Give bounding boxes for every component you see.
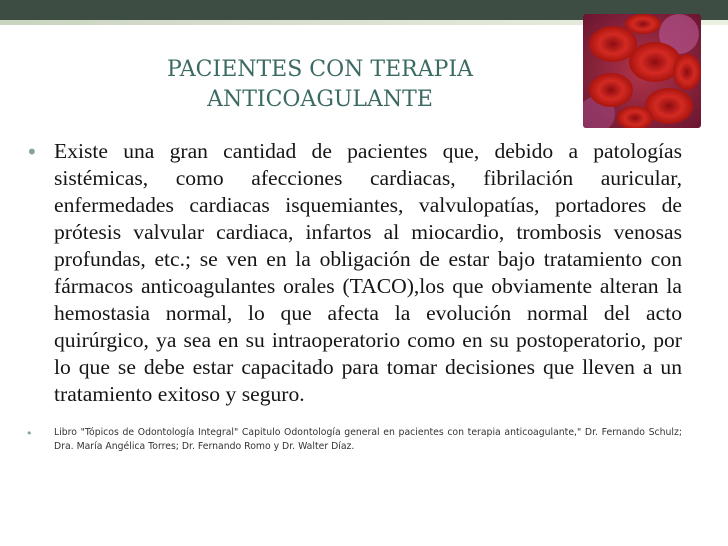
reference-bullet-item (26, 426, 682, 454)
slide-title-line-1: PACIENTES CON TERAPIA (167, 57, 473, 82)
reference-citation: Libro "Tópicos de Odontología Integral" Capitulo Odontología general en pacientes con terapia anticoagulante," Dr. Fernando Schulz; Dra. María Angélica Torres; Dr. Fernando Romo y Dr. Walter Díaz. (54, 427, 682, 452)
slide-content (26, 138, 682, 454)
bullet-icon: • (26, 140, 38, 164)
slide-title-line-2: ANTICOAGULANTE (207, 87, 433, 112)
main-paragraph: Existe una gran cantidad de pacientes que, debido a patologías sistémicas, como afecciones cardiacas, fibrilación auricular, enfermedades cardiacas isquemiantes, valvulopatías, portadores de prótesis valvular cardiaca, infartos al miocardio, trombosis venosas profundas, etc.; se ven en la obligación de estar bajo tratamiento con fármacos anticoagulantes orales (TACO),los que obviamente alteran la hemostasia normal, lo que afecta la evolución normal del acto quirúrgico, ya sea en su intraoperatorio como en su postoperatorio, por lo que se debe estar capacitado para tomar decisiones que lleven a un tratamiento exitoso y seguro. (54, 139, 682, 406)
bullet-icon: • (26, 427, 33, 440)
red-blood-cells-icon (583, 14, 701, 128)
main-bullet-item (26, 138, 682, 408)
slide-title (140, 55, 500, 115)
